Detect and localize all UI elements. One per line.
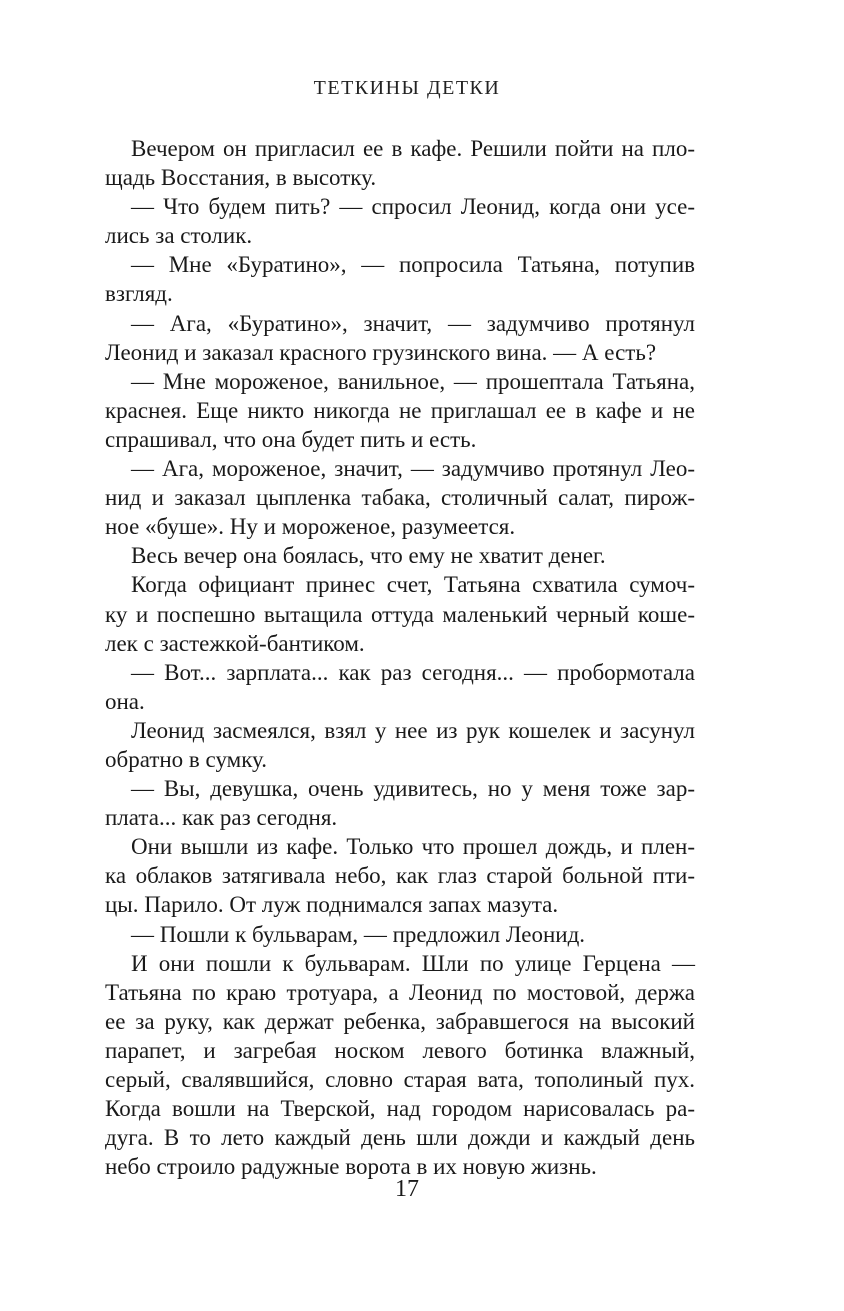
text-line: серый, свалявшийся, словно старая вата, тополиный пух. <box>105 1067 695 1092</box>
text-line: дуга. В то лето каждый день шли дожди и каждый день <box>105 1125 695 1151</box>
text-line: взгляд. <box>105 281 173 307</box>
text-line: обратно в сумку. <box>105 746 267 772</box>
text-line: — Пошли к бульварам, — предложил Леонид. <box>131 921 586 947</box>
text-line: — Ага, «Буратино», значит, — задумчиво протянул <box>131 310 695 336</box>
text-line: И они пошли к бульварам. Шли по улице Герцена — <box>131 950 695 976</box>
text-line: Они вышли из кафе. Только что прошел дождь, и плен- <box>131 834 695 860</box>
text-line: краснея. Еще никто никогда не приглашал ее в кафе и не <box>105 397 695 423</box>
text-line: ное «буше». Ну и мороженое, разумеется. <box>105 514 516 540</box>
text-line: парапет, и загребая носком левого ботинка влажный, <box>105 1037 695 1063</box>
text-line: Вечером он пригласил ее в кафе. Решили пойти на пло- <box>131 136 695 161</box>
page-number <box>105 1175 709 1203</box>
text-line: — Мне «Буратино», — попросила Татьяна, потупив <box>131 252 695 278</box>
text-line: плата... как раз сегодня. <box>105 805 338 831</box>
text-line: Когда вошли на Тверской, над городом нарисовалась ра- <box>105 1096 695 1122</box>
text-line: нид и заказал цыпленка табака, столичный салат, пирож- <box>105 485 695 511</box>
text-line: ка облаков затягивала небо, как глаз старой больной пти- <box>105 863 695 889</box>
page-number-text: 17 <box>395 1176 419 1202</box>
text-line: ку и поспешно вытащила оттуда маленький черный коше- <box>105 601 695 627</box>
text-line: спрашивал, что она будет пить и есть. <box>105 426 477 452</box>
text-line: — Ага, мороженое, значит, — задумчиво протянул Лео- <box>131 456 695 482</box>
text-block <box>105 134 695 1181</box>
text-line: Весь вечер она боялась, что ему не хватит денег. <box>131 543 606 569</box>
text-line: — Вот... зарплата... как раз сегодня... — пробормотала она. <box>105 659 695 714</box>
text-line: Леонид и заказал красного грузинского вина. — А есть? <box>105 339 657 365</box>
running-head-text: ТЕТКИНЫ ДЕТКИ <box>313 77 501 99</box>
text-line: небо строило радужные ворота в их новую жизнь. <box>105 1154 597 1180</box>
text-line: лек с застежкой-бантиком. <box>105 630 365 656</box>
running-head <box>105 77 709 100</box>
text-line: Когда официант принес счет, Татьяна схватила сумоч- <box>131 572 695 598</box>
text-line: — Что будем пить? — спросил Леонид, когда они усе- <box>131 194 695 220</box>
text-line: лись за столик. <box>105 223 253 249</box>
text-line: цы. Парило. От луж поднимался запах мазута. <box>105 892 559 918</box>
text-line: Леонид засмеялся, взял у нее из рук кошелек и засунул <box>131 717 695 743</box>
text-line: — Вы, девушка, очень удивитесь, но у меня тоже зар- <box>131 776 695 802</box>
text-line: ее за руку, как держат ребенка, забравшегося на высокий <box>105 1008 695 1034</box>
text-line: — Мне мороженое, ванильное, — прошептала Татьяна, <box>131 368 695 394</box>
text-line: щадь Восстания, в высотку. <box>105 165 377 191</box>
text-line: Татьяна по краю тротуара, а Леонид по мостовой, держа <box>105 979 695 1005</box>
